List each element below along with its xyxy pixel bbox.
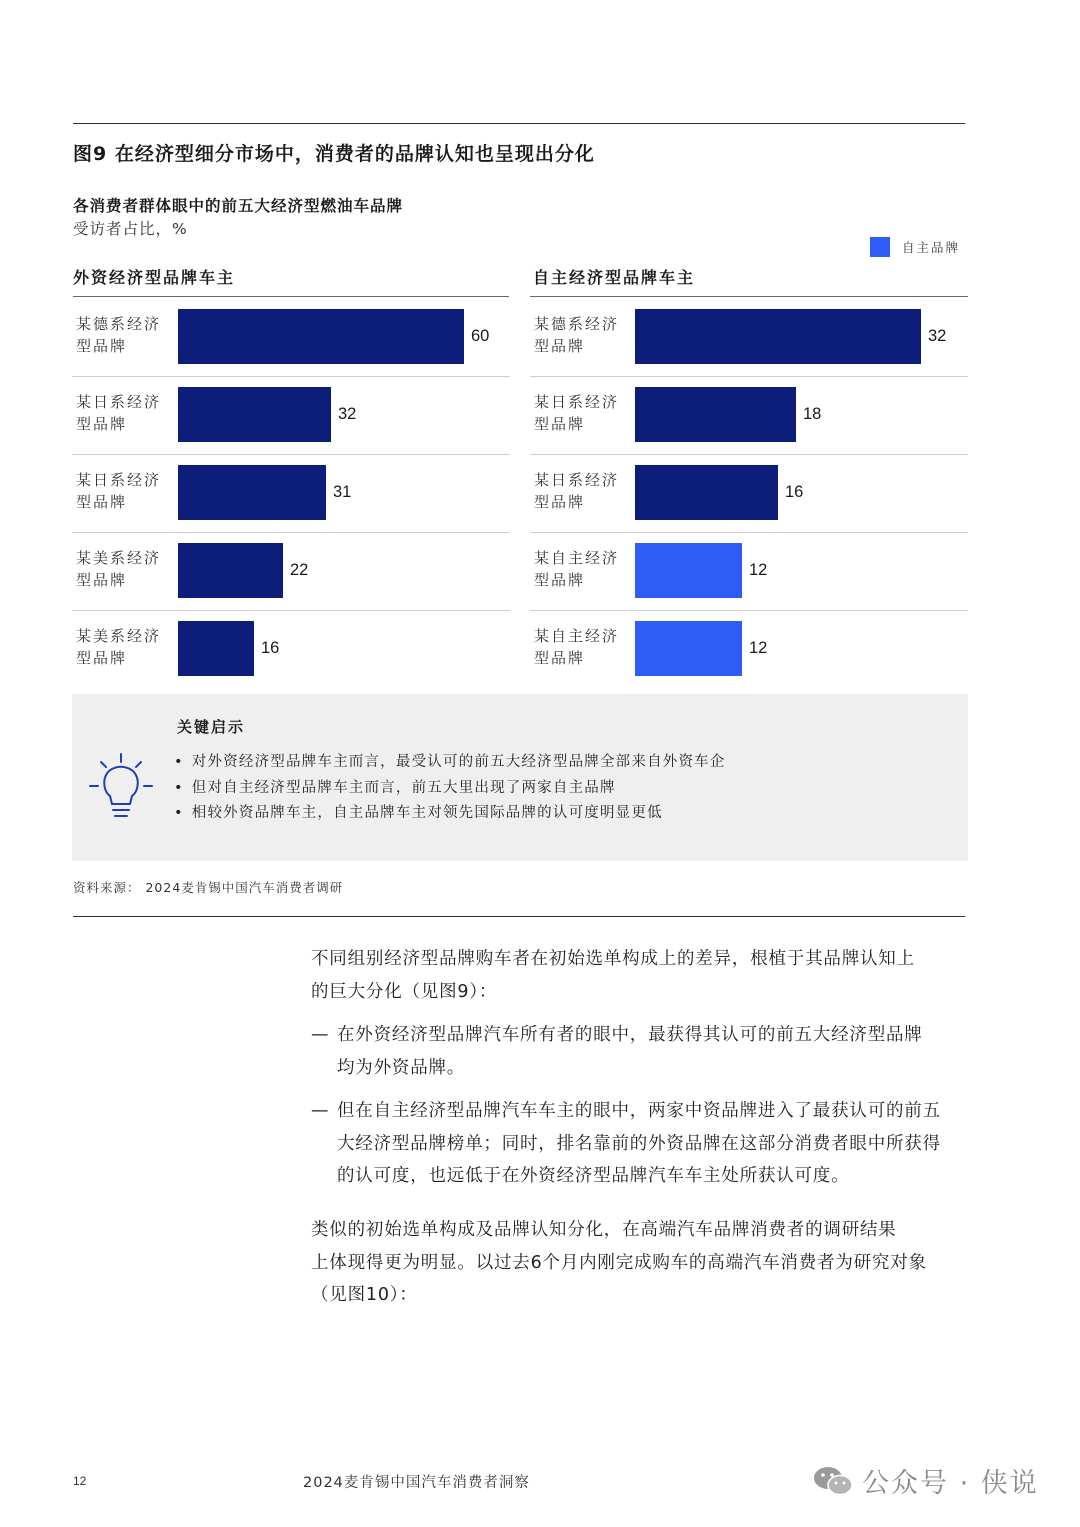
chart-row (530, 299, 968, 377)
bar-foreign-brand (178, 621, 254, 676)
legend-label: 自主品牌 (902, 240, 961, 255)
paragraph-line: 类似的初始选单构成及品牌认知分化，在高端汽车品牌消费者的调研结果 (311, 1220, 897, 1240)
chart-row (72, 611, 510, 688)
bar-value-label: 32 (928, 327, 947, 345)
paragraph-1 (311, 943, 971, 1008)
paragraph-line: （见图10）： (311, 1285, 418, 1305)
bar-foreign-brand (178, 543, 283, 598)
paragraph-line: 的巨大分化（见图9）： (311, 981, 498, 1002)
chart-row (72, 299, 510, 377)
insight-list (174, 750, 726, 827)
bar-value-label: 60 (471, 327, 490, 345)
bar-category-label: 某日系经济 型品牌 (76, 471, 162, 511)
insight-item: • 对外资经济型品牌车主而言，最受认可的前五大经济型品牌全部来自外资车企 (174, 750, 726, 776)
watermark (812, 1461, 1039, 1500)
bar-category-label: 某日系经济 型品牌 (534, 471, 620, 511)
bar-category-label: 某日系经济 型品牌 (534, 393, 620, 433)
paragraph-line: 在外资经济型品牌汽车所有者的眼中，最获得其认可的前五大经济型品牌 (337, 1025, 923, 1045)
insight-item: • 相较外资品牌车主，自主品牌车主对领先国际品牌的认可度明显更低 (174, 801, 726, 827)
dash-text (337, 1095, 971, 1193)
dash-item-2 (311, 1095, 971, 1193)
dash-marker: — (311, 1025, 330, 1045)
paragraph-2 (311, 1214, 971, 1312)
paragraph-line: 但在自主经济型品牌汽车车主的眼中，两家中资品牌进入了最获认可的前五 (337, 1101, 941, 1121)
bar-domestic-brand (635, 621, 742, 676)
chart-row (530, 377, 968, 455)
bar-value-label: 16 (261, 639, 280, 657)
bar-value-label: 32 (338, 405, 357, 423)
dash-item-1 (311, 1019, 971, 1084)
chart-row (530, 455, 968, 533)
bar-category-label: 某德系经济 型品牌 (534, 315, 620, 355)
figure-title: 图9 在经济型细分市场中，消费者的品牌认知也呈现出分化 (73, 143, 595, 165)
panel-title-foreign: 外资经济型品牌车主 (73, 268, 236, 287)
bar-foreign-brand (178, 465, 326, 520)
chart-unit: 受访者占比，% (73, 220, 188, 238)
insight-title: 关键启示 (177, 718, 246, 736)
bar-category-label: 某美系经济 型品牌 (76, 549, 162, 589)
chart-row (72, 455, 510, 533)
insight-item: • 但对自主经济型品牌车主而言，前五大里出现了两家自主品牌 (174, 776, 726, 802)
bar-category-label: 某德系经济 型品牌 (76, 315, 162, 355)
chart-row (530, 611, 968, 688)
wechat-icon (812, 1464, 854, 1498)
bar-foreign-brand (635, 465, 778, 520)
footer-title: 2024麦肯锡中国汽车消费者洞察 (303, 1475, 530, 1491)
chart-row (72, 533, 510, 611)
dash-marker: — (311, 1101, 330, 1121)
key-insight-box (72, 694, 968, 861)
paragraph-line: 大经济型品牌榜单；同时，排名靠前的外资品牌在这部分消费者眼中所获得 (337, 1133, 941, 1154)
bar-value-label: 16 (785, 483, 804, 501)
bar-category-label: 某美系经济 型品牌 (76, 627, 162, 667)
chart-legend (870, 237, 960, 257)
page-number: 12 (73, 1474, 87, 1488)
bar-value-label: 12 (749, 561, 768, 579)
paragraph-line: 的认可度，也远低于在外资经济型品牌汽车车主处所获认可度。 (337, 1166, 850, 1186)
bar-domestic-brand (635, 543, 742, 598)
paragraph-line: 均为外资品牌。 (337, 1057, 466, 1078)
paragraph-line: 不同组别经济型品牌购车者在初始选单构成上的差异，根植于其品牌认知上 (311, 949, 915, 969)
chart-subtitle: 各消费者群体眼中的前五大经济型燃油车品牌 (73, 197, 404, 215)
bar-value-label: 31 (333, 483, 352, 501)
bar-value-label: 12 (749, 639, 768, 657)
bar-category-label: 某自主经济 型品牌 (534, 627, 620, 667)
paragraph-line: 上体现得更为明显。以过去6个月内刚完成购车的高端汽车消费者为研究对象 (311, 1252, 927, 1273)
bottom-rule (73, 916, 965, 917)
bar-foreign-brand (178, 309, 464, 364)
source-note: 资料来源： 2024麦肯锡中国汽车消费者调研 (73, 880, 344, 895)
dash-text (337, 1019, 971, 1084)
bar-value-label: 18 (803, 405, 822, 423)
legend-swatch-domestic (870, 237, 890, 257)
chart-row (530, 533, 968, 611)
bar-category-label: 某自主经济 型品牌 (534, 549, 620, 589)
bar-category-label: 某日系经济 型品牌 (76, 393, 162, 433)
panel-rule-domestic (530, 296, 968, 297)
chart-row (72, 377, 510, 455)
bar-foreign-brand (635, 309, 921, 364)
panel-rule-foreign (73, 296, 509, 297)
panel-title-domestic: 自主经济型品牌车主 (533, 268, 696, 287)
watermark-text: 公众号 · 侠说 (862, 1468, 1039, 1499)
bar-foreign-brand (635, 387, 796, 442)
lightbulb-icon (86, 752, 156, 824)
bar-foreign-brand (178, 387, 331, 442)
top-rule (73, 123, 965, 124)
bar-value-label: 22 (290, 561, 309, 579)
